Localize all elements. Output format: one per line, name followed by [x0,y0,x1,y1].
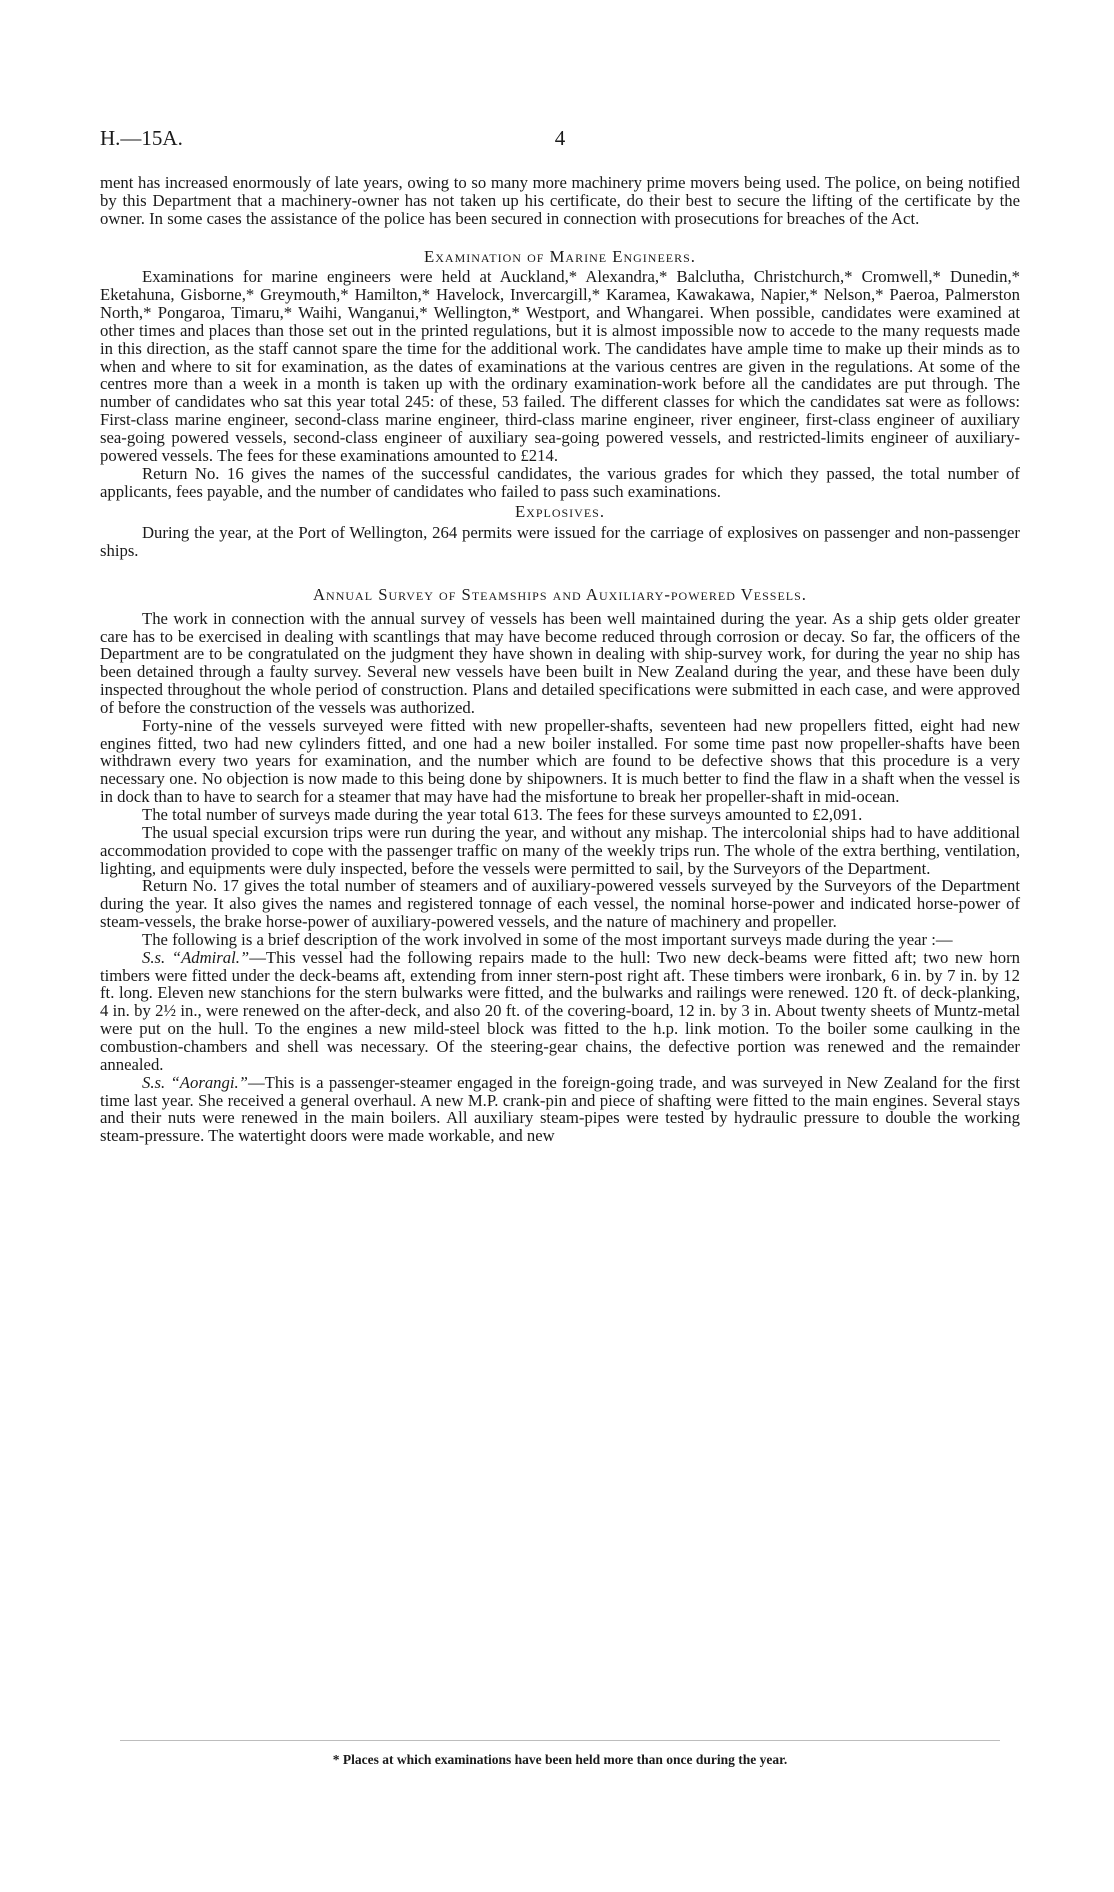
section-heading-annual-survey: Annual Survey of Steamships and Auxiliary-powered Vessels. [313,584,807,604]
vessel-name: S.s. “Admiral.” [142,947,250,967]
continued-paragraph: ment has increased enormously of late years, owing to so many more machinery prime movers being used. The police, on being notified by this Department that a machinery-owner has not taken up his certificate, do their best to secure the lifting of the certificate by the owner. In some cases the assistance of the police has been secured in connection with prosecutions for breaches of the Act. [100,173,1020,228]
section-heading-marine-engineers: Examination of Marine Engineers. [424,246,696,266]
vessel-description: —This is a passenger-steamer engaged in the foreign-going trade, and was surveyed in New Zealand for the first time last year. She received a general overhaul. A new M.P. crank-pin and piece of shafting were fitted to the main engines. Several stays and their nuts were renewed in the main boilers. All auxiliary steam-pipes were tested by hydraulic pressure to double the working steam-pressure. The watertight doors were made workable, and new [100,1072,1020,1146]
paragraph: During the year, at the Port of Wellington, 264 permits were issued for the carriage of explosives on passenger and non-passenger ships. [100,523,1020,561]
paragraph: The work in connection with the annual survey of vessels has been well maintained during the year. As a ship gets older greater care has to be exercised in dealing with scantlings that may have become reduced through corrosion or decay. So far, the officers of the Department are to be congratulated on the judgment they have shown in dealing with ship-survey work, for during the year no ship has been detained through a faulty survey. Several new vessels have been built in New Zealand during the year, and these have been duly inspected throughout the whole period of construction. Plans and detailed specifications were submitted in each case, and were approved of before the construction of the vessels was authorized. [100,608,1020,717]
paragraph: Return No. 16 gives the names of the successful candidates, the various grades for which they passed, the total number of applicants, fees payable, and the number of candidates who failed to pass such examinations. [100,463,1020,501]
paragraph: Examinations for marine engineers were held at Auckland,* Alexandra,* Balclutha, Christchurch,* Cromwell,* Dunedin,* Eketahuna, Gisborne,* Greymouth,* Hamilton,* Havelock, Invercargill,* Karamea, Kawakawa, Napier,* Nelson,* Paeroa, Palmerston North,* Pongaroa, Timaru,* Waihi, Wanganui,* Wellington,* Westport, and Whangarei. When possible, candidates were examined at other times and places than those set out in the printed regulations, but it is almost impossible now to accede to the many requests made in this direction, as the staff cannot spare the time for the additional work. The candidates have ample time to make up their minds as to when and where to sit for examination, as the dates of examinations at the various centres are given in the regulations. At some of the centres more than a week in a month is taken up with the ordinary examination-work before all the candidates are put through. The number of candidates who sat this year total 245: of these, 53 failed. The different classes for which the candidates sat were as follows: First-class marine engineer, second-class marine engineer, third-class marine engineer, river engineer, first-class engineer of auxiliary sea-going powered vessels, second-class engineer of auxiliary sea-going powered vessels, and restricted-limits engineer of auxiliary-powered vessels. The fees for these examinations amounted to £214. [100,267,1020,465]
paragraph: The following is a brief description of the work involved in some of the most important surveys made during the year :— [142,929,953,949]
page-body [100,174,1020,1145]
page-header [100,126,1020,156]
document-reference: H.—15A. [100,126,183,150]
paragraph: The total number of surveys made during the year total 613. The fees for these surveys amounted to £2,091. [142,805,863,824]
paragraph: Return No. 17 gives the total number of steamers and of auxiliary-powered vessels surveyed by the Surveyors of the Department during the year. It also gives the names and registered tonnage of each vessel, the nominal horse-power and indicated horse-power of steam-vessels, the brake horse-power of auxiliary-powered vessels, and the nature of machinery and propeller. [100,876,1020,932]
footnote: * Places at which examinations have been held more than once during the year. [332,1752,788,1767]
vessel-paragraph-admiral [100,949,1020,1074]
section-heading-explosives: Explosives. [514,502,606,522]
vessel-description: —This vessel had the following repairs made to the hull: Two new deck-beams were fitted aft; two new horn timbers were fitted under the deck-beams aft, extending from inner stern-post right aft. These timbers were ironbark, 6 in. by 7 in. by 12 ft. long. Eleven new stanchions for the stern bulwarks were fitted, and the bulwarks and railings were renewed. 120 ft. of deck-planking, 4 in. by 2½ in., were renewed on the after-deck, and also 20 ft. of the covering-board, 12 in. by 3 in. About twenty sheets of Muntz-metal were put on the hull. To the engines a new mild-steel block was fitted to the h.p. link motion. To the boiler some caulking in the combustion-chambers and shell was necessary. Of the steering-gear chains, the defective portion was renewed and the remainder annealed. [100,947,1020,1074]
vessel-paragraph-aorangi [100,1074,1020,1145]
paragraph: Forty-nine of the vessels surveyed were fitted with new propeller-shafts, seventeen had new propellers fitted, eight had new engines fitted, two had new cylinders fitted, and one had a new boiler installed. For some time past now propeller-shafts have been withdrawn every two years for examination, and the number which are found to be defective shows that this procedure is a very necessary one. No objection is now made to this being done by shipowners. It is much better to find the flaw in a shaft when the vessel is in dock than to have to search for a steamer that may have had the misfortune to break her propeller-shaft in mid-ocean. [100,715,1020,807]
page-number: 4 [554,126,566,150]
vessel-name: S.s. “Aorangi.” [142,1072,248,1092]
footnote-divider [120,1740,1000,1741]
paragraph: The usual special excursion trips were run during the year, and without any mishap. The intercolonial ships had to have additional accommodation provided to cope with the passenger traffic on many of the weekly trips run. The whole of the extra berthing, ventilation, lighting, and equipments were duly inspected, before the vessels were permitted to sail, by the Surveyors of the Department. [100,822,1020,878]
